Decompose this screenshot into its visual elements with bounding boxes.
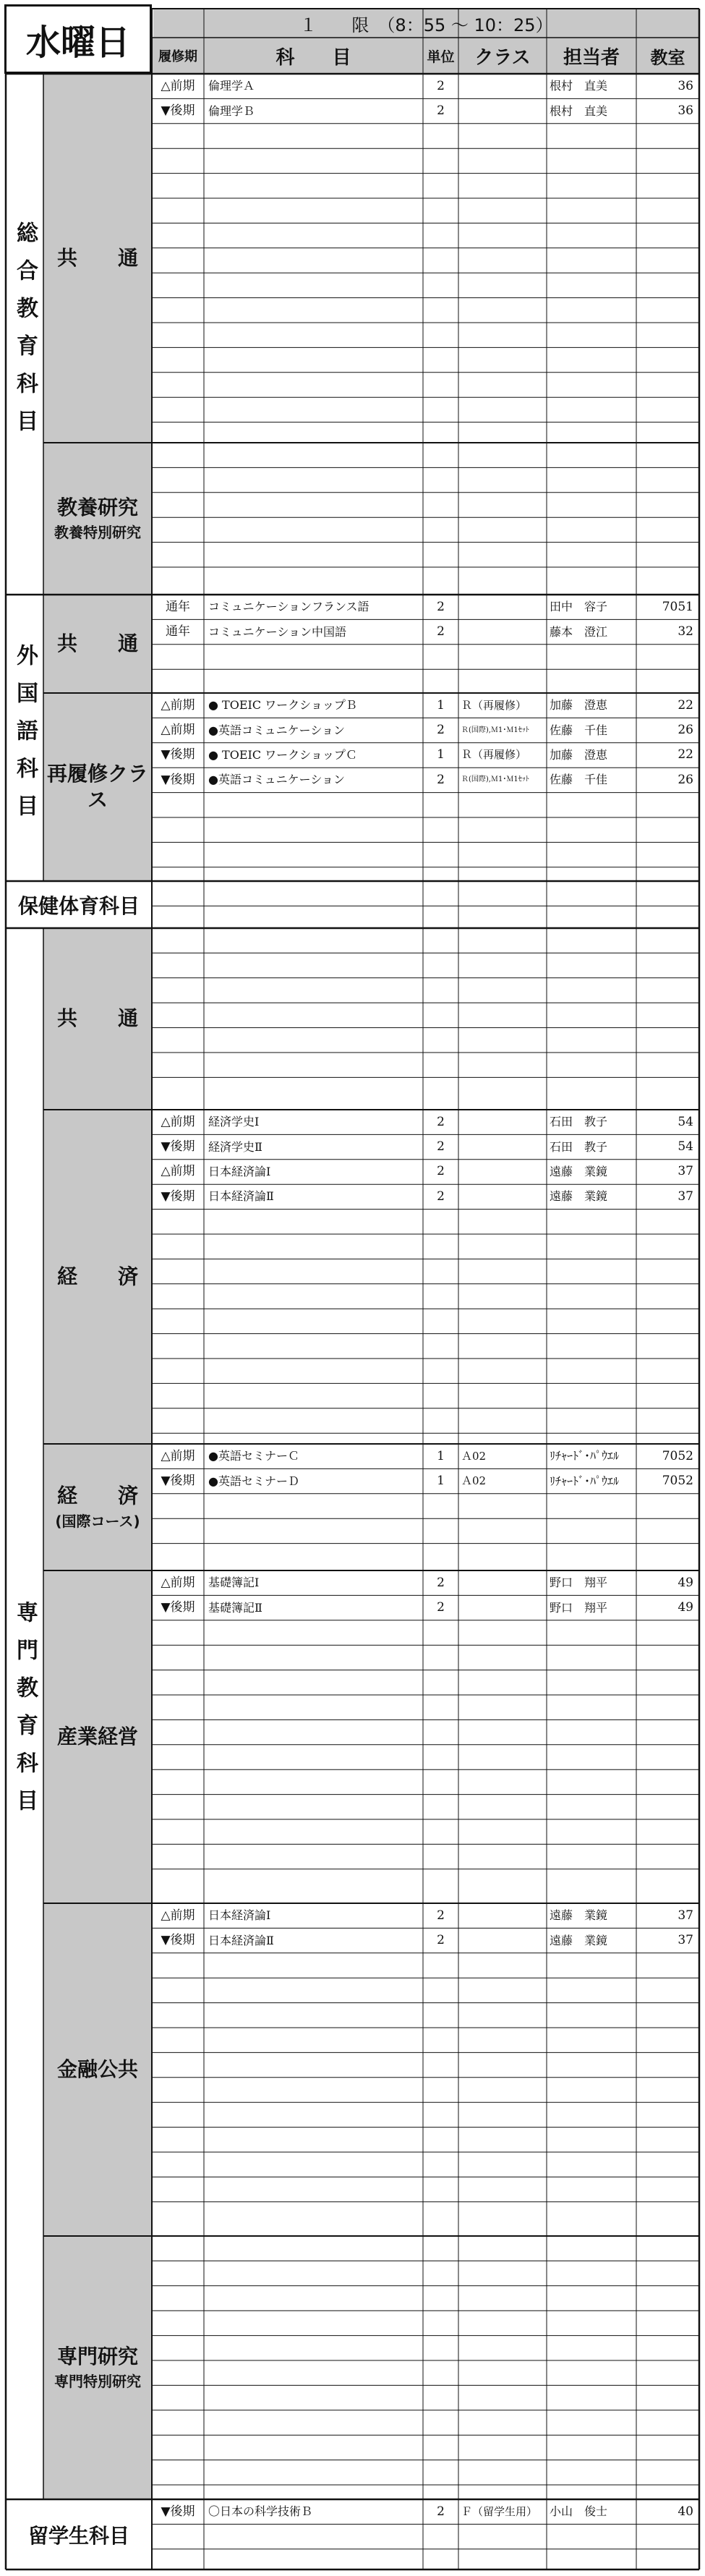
table-row	[0, 743, 705, 768]
cell-teacher: 加藤 澄恵	[550, 747, 608, 762]
section-label: 総合教育科目	[12, 221, 38, 447]
cell-room: 32	[678, 624, 693, 639]
section-label: 外国語科目	[12, 644, 38, 832]
cell-credits: 2	[437, 1139, 445, 1155]
subsection-text	[57, 1006, 138, 1032]
cell-room: 37	[678, 1164, 693, 1179]
subsection-text	[57, 2057, 138, 2083]
cell-term: ▼後期	[161, 1189, 195, 1204]
cell-subject: ●英語コミュニケーション	[208, 773, 346, 787]
section-s3	[6, 881, 152, 928]
cell-teacher: ﾘﾁｬｰﾄﾞ･ﾊﾟｳｴﾙ	[550, 1474, 620, 1488]
table-row	[0, 1595, 705, 1620]
cell-subject: 日本経済論Ⅰ	[208, 1164, 271, 1178]
cell-term: ▼後期	[161, 747, 195, 762]
cell-class: Ｒ（再履修）	[461, 748, 527, 762]
cell-teacher: 遠藤 業鏡	[550, 1189, 608, 1204]
table-row	[0, 1134, 705, 1159]
cell-subject: 倫理学Ａ	[208, 79, 255, 93]
cell-credits: 2	[437, 1908, 445, 1923]
cell-class	[461, 1595, 547, 1620]
cell-subject: 経済学史Ⅰ	[208, 1115, 260, 1129]
cell-class	[461, 98, 547, 123]
table-row	[0, 1444, 705, 1468]
cell-subject: 日本経済論Ⅱ	[208, 1189, 274, 1204]
header-credits-label: 単位	[427, 48, 455, 65]
header-class	[458, 38, 547, 74]
cell-class	[461, 1110, 547, 1134]
table-row	[0, 1928, 705, 1952]
section-label: 留学生科目	[27, 2523, 129, 2548]
cell-credits: 2	[437, 1114, 445, 1129]
cell-credits: 2	[437, 2504, 445, 2519]
cell-term: 通年	[166, 624, 190, 639]
cell-subject: 基礎簿記Ⅰ	[208, 1576, 260, 1590]
cell-room: 37	[678, 1933, 693, 1948]
cell-credits: 2	[437, 1164, 445, 1179]
header-room-label: 教室	[650, 47, 685, 68]
cell-credits: 1	[437, 1474, 445, 1489]
cell-room: 36	[678, 78, 693, 93]
cell-class	[461, 1134, 547, 1159]
cell-subject: 経済学史Ⅱ	[208, 1139, 262, 1154]
header-teacher	[547, 38, 636, 74]
cell-term: ▼後期	[161, 1139, 195, 1155]
cell-teacher: 藤本 澄江	[550, 624, 608, 639]
cell-subject: コミュニケーション中国語	[208, 624, 347, 639]
subsection-text	[57, 245, 138, 271]
table-row	[0, 1903, 705, 1928]
cell-class	[461, 1160, 547, 1184]
cell-credits: 2	[437, 1189, 445, 1204]
cell-room: 54	[678, 1114, 693, 1129]
cell-credits: 2	[437, 1575, 445, 1590]
cell-teacher: 根村 直美	[550, 103, 608, 118]
cell-teacher: 野口 翔平	[550, 1576, 608, 1590]
cell-subject: ● TOEIC ワークショップＢ	[208, 698, 357, 713]
cell-subject: 日本経済論Ⅱ	[208, 1933, 274, 1947]
cell-teacher: 根村 直美	[550, 79, 608, 93]
cell-credits: 2	[437, 772, 445, 787]
cell-credits: 2	[437, 1600, 445, 1615]
day-title-box	[4, 4, 152, 74]
section-label: 保健体育科目	[17, 893, 140, 918]
period-label: １ 限 （8：55 〜 10：25）	[299, 14, 553, 35]
table-row	[0, 1468, 705, 1493]
cell-class	[461, 74, 547, 98]
cell-class: Ａ02	[461, 1449, 487, 1463]
period-header	[153, 9, 699, 38]
subsection-text	[57, 1264, 138, 1290]
cell-teacher: 小山 俊士	[550, 2504, 608, 2519]
cell-subject: 基礎簿記Ⅱ	[208, 1600, 262, 1615]
subsection-label: 共 通	[56, 1006, 138, 1031]
cell-class	[461, 1570, 547, 1595]
cell-term: △前期	[161, 1575, 195, 1590]
cell-class: Ａ02	[461, 1474, 487, 1488]
cell-class	[461, 619, 547, 644]
subsection-label: 産業経営	[56, 1724, 138, 1748]
cell-class: Ｆ（留学生用）	[461, 2504, 538, 2518]
header-room	[636, 38, 699, 74]
cell-credits: 2	[437, 103, 445, 119]
table-row	[0, 619, 705, 644]
subsection-1	[43, 443, 152, 595]
cell-room: 36	[678, 103, 693, 119]
cell-teacher: 遠藤 業鏡	[550, 1933, 608, 1947]
subsection-text	[54, 2344, 141, 2392]
table-row	[0, 718, 705, 742]
cell-term: △前期	[161, 1114, 195, 1129]
cell-term: △前期	[161, 697, 195, 713]
header-class-label: クラス	[474, 46, 531, 69]
header-teacher-label: 担当者	[563, 46, 620, 69]
cell-teacher: 田中 容子	[550, 600, 608, 614]
subsection-label: 再履修クラス	[46, 761, 148, 812]
cell-term: △前期	[161, 723, 195, 738]
cell-credits: 1	[437, 697, 445, 713]
table-row	[0, 2499, 705, 2524]
cell-subject: ●英語セミナーＣ	[208, 1449, 299, 1463]
cell-room: 7052	[662, 1474, 693, 1489]
header-subject	[204, 38, 423, 74]
cell-room: 7052	[662, 1448, 693, 1463]
cell-class: Ｒ(国際),Ｍ1･Ｍ1ｾｯﾄ	[461, 726, 529, 734]
cell-room: 22	[678, 697, 693, 713]
cell-teacher: ﾘﾁｬｰﾄﾞ･ﾊﾟｳｴﾙ	[550, 1449, 620, 1463]
table-row	[0, 1110, 705, 1134]
cell-term: ▼後期	[161, 103, 195, 119]
cell-subject: ●英語コミュニケーション	[208, 723, 346, 737]
header-term	[152, 38, 204, 74]
subsection-label: 経 済	[56, 1484, 138, 1508]
subsection-0	[43, 74, 152, 443]
subsection-9	[43, 2236, 152, 2499]
cell-room: 22	[678, 747, 693, 762]
cell-class: Ｒ（再履修）	[461, 698, 527, 712]
cell-subject: 〇日本の科学技術Ｂ	[208, 2504, 313, 2519]
cell-room: 7051	[662, 599, 693, 614]
cell-subject: ● TOEIC ワークショップＣ	[208, 747, 357, 762]
subsection-7	[43, 1570, 152, 1903]
section-label: 専門教育科目	[12, 1601, 38, 1827]
header-credits	[423, 38, 458, 74]
cell-term: △前期	[161, 1908, 195, 1923]
cell-class	[461, 1928, 547, 1952]
cell-room: 40	[678, 2504, 693, 2519]
cell-subject: 日本経済論Ⅰ	[208, 1908, 271, 1923]
cell-room: 37	[678, 1908, 693, 1923]
cell-class	[461, 1903, 547, 1928]
cell-term: 通年	[166, 599, 190, 614]
cell-term: ▼後期	[161, 1474, 195, 1489]
cell-room: 26	[678, 723, 693, 738]
day-title: 水曜日	[25, 22, 130, 63]
cell-credits: 2	[437, 1933, 445, 1948]
subsection-note: (国際コース)	[55, 1512, 140, 1530]
cell-room: 49	[678, 1600, 693, 1615]
table-row	[0, 1570, 705, 1595]
cell-room: 37	[678, 1189, 693, 1204]
table-row	[0, 1160, 705, 1184]
cell-term: △前期	[161, 78, 195, 93]
cell-credits: 2	[437, 723, 445, 738]
cell-teacher: 石田 教子	[550, 1139, 608, 1154]
subsection-label: 専門研究	[56, 2344, 138, 2368]
subsection-label: 教養研究	[56, 495, 138, 519]
cell-term: ▼後期	[161, 1600, 195, 1615]
cell-credits: 1	[437, 747, 445, 762]
subsection-label: 金融公共	[56, 2057, 138, 2081]
cell-room: 49	[678, 1575, 693, 1590]
cell-teacher: 石田 教子	[550, 1115, 608, 1129]
table-row	[0, 693, 705, 718]
cell-class: Ｒ(国際),Ｍ1･Ｍ1ｾｯﾄ	[461, 775, 529, 784]
table-row	[0, 74, 705, 98]
table-row	[0, 595, 705, 619]
subsection-label: 共 通	[56, 631, 138, 655]
cell-term: ▼後期	[161, 772, 195, 787]
cell-class	[461, 1184, 547, 1209]
cell-teacher: 佐藤 千佳	[550, 723, 608, 737]
cell-subject: 倫理学Ｂ	[208, 103, 255, 118]
subsection-note: 専門特別研究	[54, 2373, 141, 2391]
subsection-label: 経 済	[56, 1264, 138, 1288]
cell-credits: 2	[437, 624, 445, 639]
cell-room: 54	[678, 1139, 693, 1155]
section-s1	[6, 74, 43, 595]
subsection-4	[43, 928, 152, 1110]
table-row	[0, 1184, 705, 1209]
cell-subject: ●英語セミナーＤ	[208, 1474, 299, 1488]
table-row	[0, 98, 705, 123]
cell-teacher: 遠藤 業鏡	[550, 1164, 608, 1178]
cell-teacher: 野口 翔平	[550, 1600, 608, 1615]
cell-credits: 2	[437, 78, 445, 93]
subsection-8	[43, 1903, 152, 2236]
subsection-note: 教養特別研究	[54, 524, 141, 542]
header-term-label: 履修期	[158, 49, 197, 64]
table-row	[0, 768, 705, 792]
cell-credits: 1	[437, 1448, 445, 1463]
cell-term: △前期	[161, 1448, 195, 1463]
cell-teacher: 加藤 澄恵	[550, 698, 608, 713]
cell-credits: 2	[437, 599, 445, 614]
cell-class	[461, 595, 547, 619]
cell-term: △前期	[161, 1164, 195, 1179]
subsection-label: 共 通	[56, 245, 138, 270]
cell-teacher: 佐藤 千佳	[550, 773, 608, 787]
cell-teacher: 遠藤 業鏡	[550, 1908, 608, 1923]
cell-term: ▼後期	[161, 2504, 195, 2519]
subsection-text	[54, 495, 141, 543]
cell-room: 26	[678, 772, 693, 787]
cell-subject: コミュニケーションフランス語	[208, 600, 369, 614]
header-subject-label: 科 目	[275, 46, 351, 69]
subsection-text	[57, 1724, 138, 1750]
cell-term: ▼後期	[161, 1933, 195, 1948]
